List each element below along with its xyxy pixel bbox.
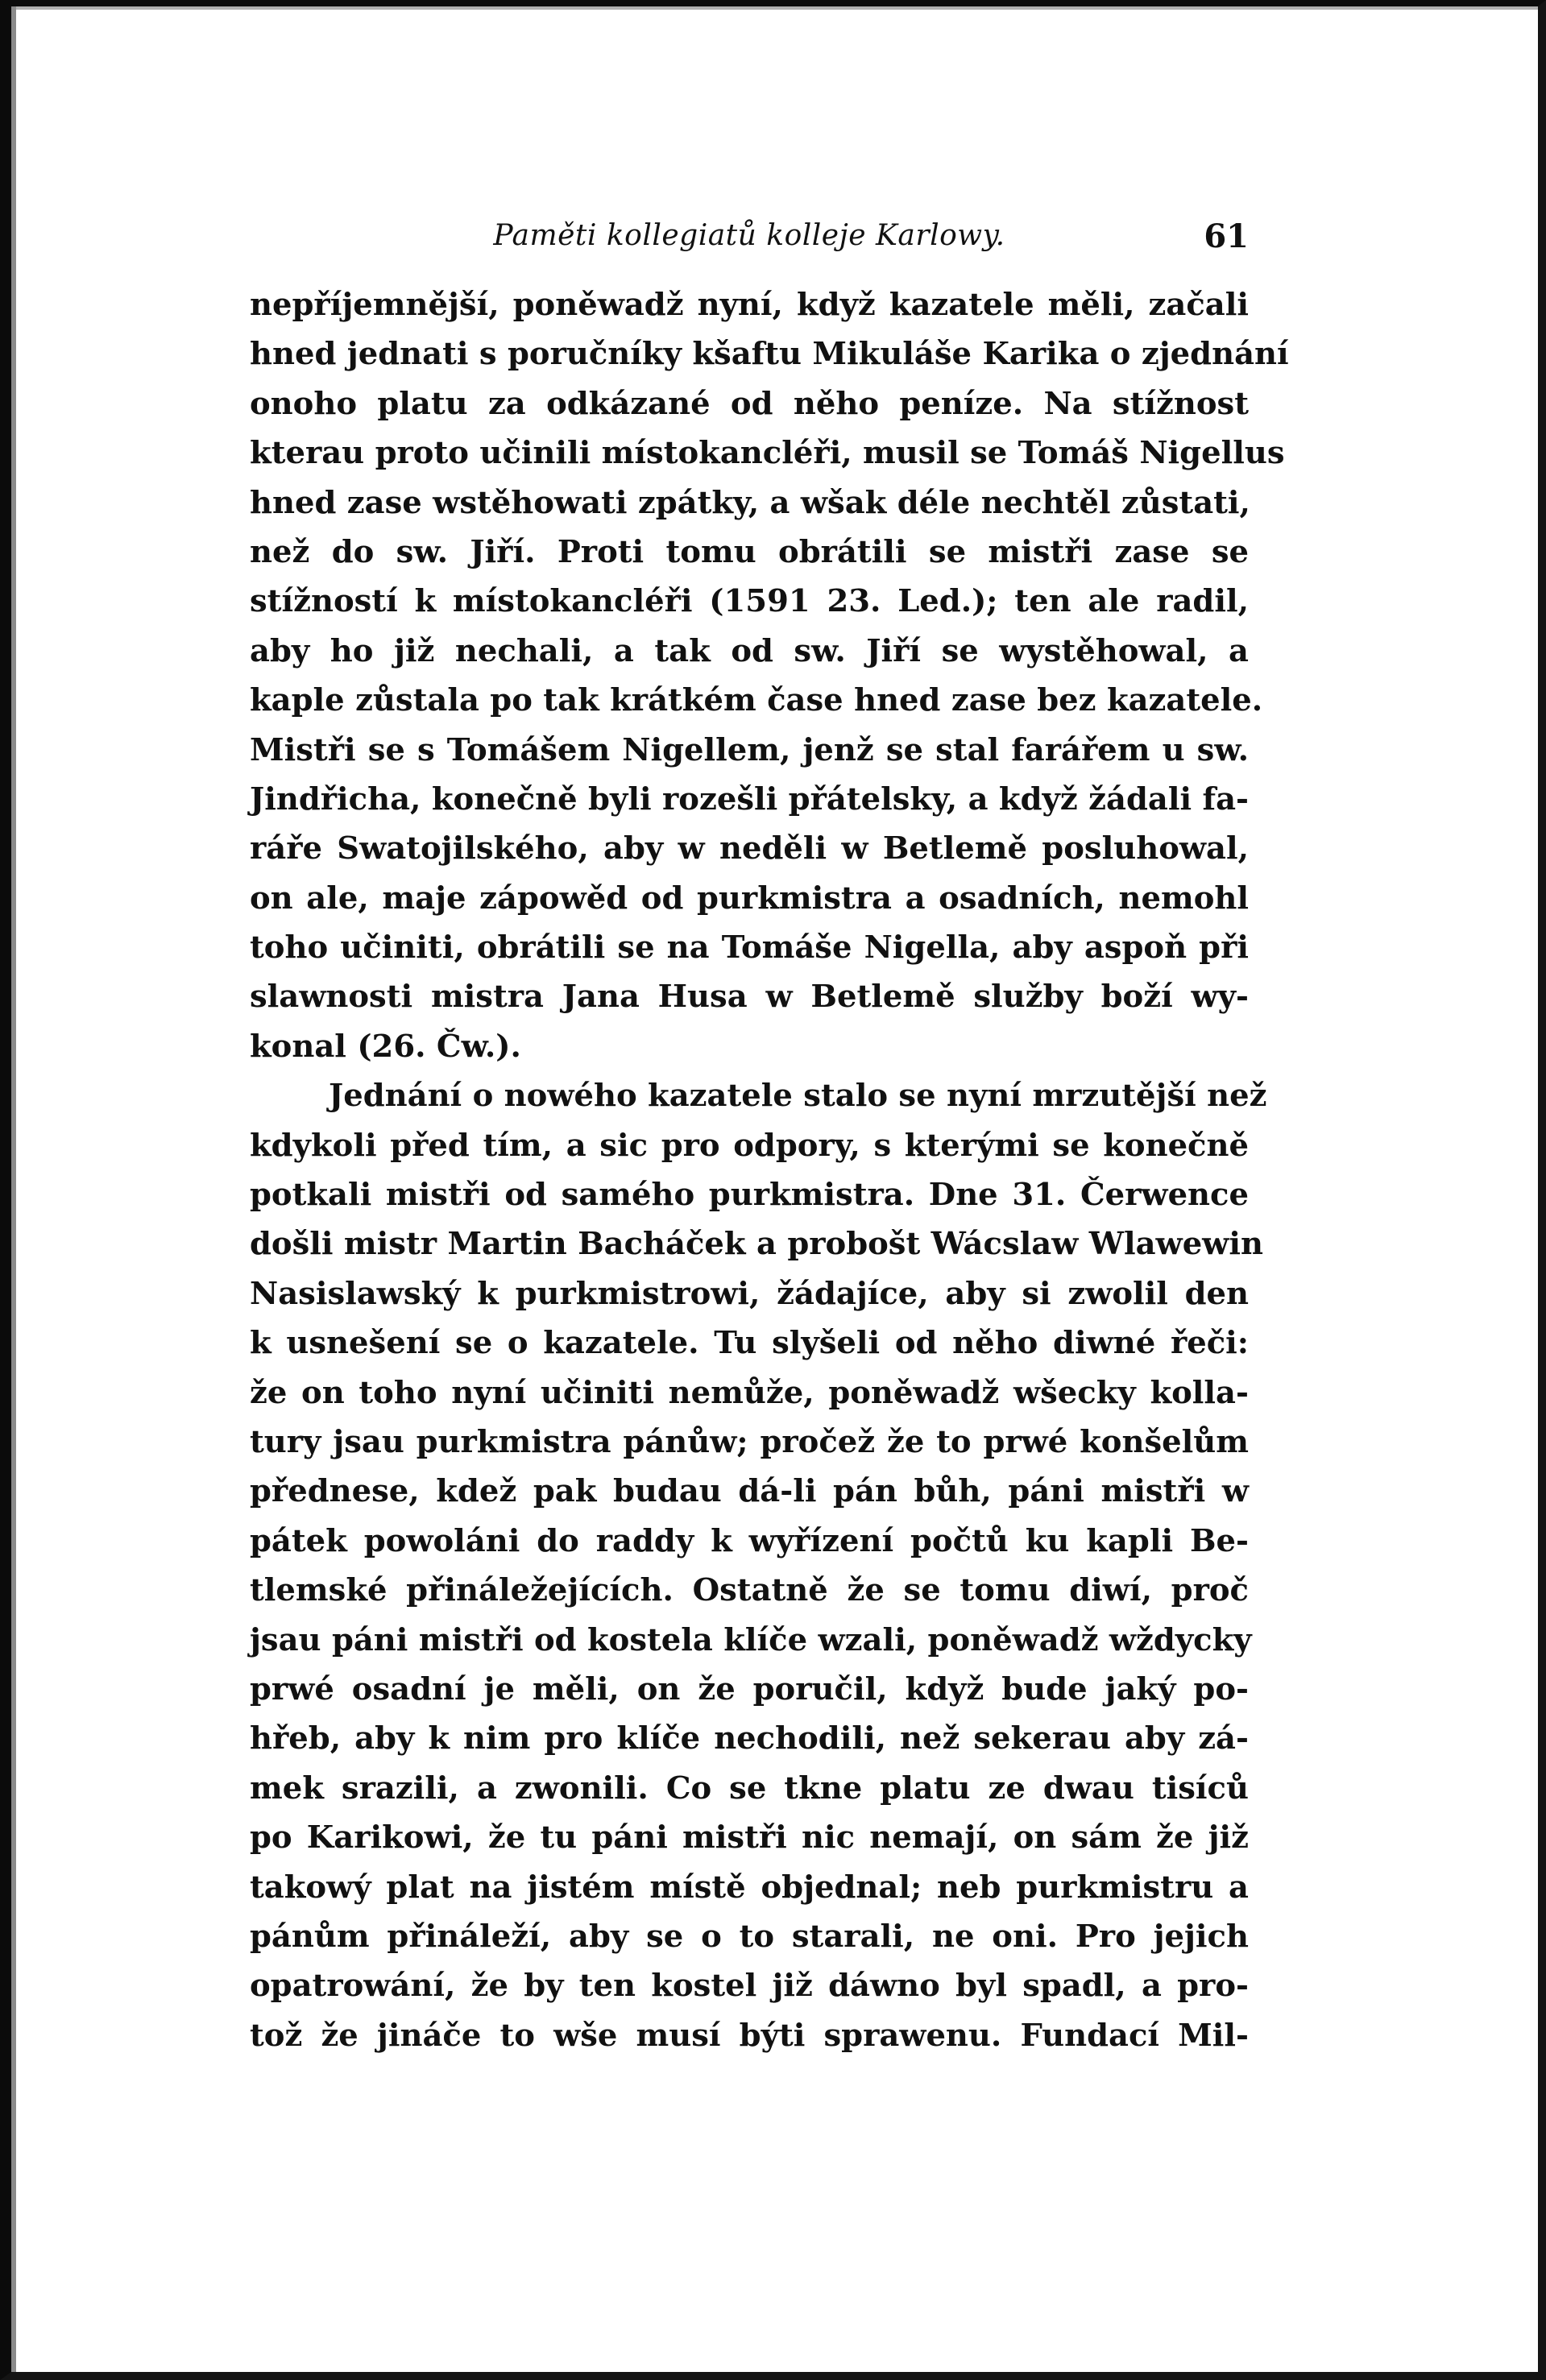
text-line: prwé osadní je měli, on že poručil, když bude jaký po- <box>250 1670 1249 1707</box>
text-line: takowý plat na jistém místě objednal; neb purkmistru a <box>250 1869 1249 1906</box>
text-line: přednese, kdež pak budau dá-li pán bůh, páni mistři w <box>250 1473 1249 1510</box>
text-line: k usnešení se o kazatele. Tu slyšeli od něho diwné řeči: <box>250 1325 1249 1362</box>
text-line: že on toho nyní učiniti nemůže, poněwadž wšecky kolla- <box>250 1374 1249 1411</box>
text-line: jsau páni mistři od kostela klíče wzali, poněwadž wždycky <box>250 1621 1252 1658</box>
text-line: Jindřicha, konečně byli rozešli přátelsky, a když žádali fa- <box>250 780 1249 817</box>
scan-shadow-top <box>16 6 1538 10</box>
text-line: ráře Swatojilského, aby w neděli w Betlemě posluhowal, <box>250 830 1249 867</box>
text-line: kdykoli před tím, a sic pro odpory, s kterými se konečně <box>250 1127 1249 1164</box>
text-line: tury jsau purkmistra pánůw; pročež že to prwé konšelům <box>250 1423 1249 1460</box>
text-line: kterau proto učinili místokancléři, musil se Tomáš Nigellus <box>250 435 1285 472</box>
text-line: hřeb, aby k nim pro klíče nechodili, než sekerau aby zá- <box>250 1720 1249 1757</box>
text-line: po Karikowi, že tu páni mistři nic nemají, on sám že již <box>250 1819 1249 1856</box>
text-line: slawnosti mistra Jana Husa w Betlemě služby boží wy- <box>250 979 1249 1016</box>
text-line: potkali mistři od samého purkmistra. Dne 31. Čerwence <box>250 1177 1249 1214</box>
text-line: konal (26. Čw.). <box>250 1028 521 1065</box>
text-line: onoho platu za odkázané od něho peníze. Na stížnost <box>250 385 1249 422</box>
text-line: stížností k místokancléři (1591 23. Led.); ten ale radil, <box>250 583 1249 620</box>
text-line: kaple zůstala po tak krátkém čase hned zase bez kazatele. <box>250 682 1263 719</box>
text-line: Mistři se s Tomášem Nigellem, jenž se stal farářem u sw. <box>250 731 1249 768</box>
text-line: tlemské přináležejících. Ostatně že se tomu diwí, proč <box>250 1572 1249 1609</box>
text-line: pánům přináleží, aby se o to starali, ne oni. Pro jejich <box>250 1918 1249 1955</box>
text-line: Nasislawský k purkmistrowi, žádajíce, aby si zwolil den <box>250 1275 1249 1312</box>
text-line: tož že jináče to wše musí býti sprawenu. Fundací Mil- <box>250 2017 1249 2054</box>
text-line: hned zase wstěhowati zpátky, a wšak déle nechtěl zůstati, <box>250 484 1250 521</box>
text-line: toho učiniti, obrátili se na Tomáše Nigella, aby aspoň při <box>250 929 1249 966</box>
text-line: pátek powoláni do raddy k wyřízení počtů ku kapli Be- <box>250 1522 1249 1559</box>
text-line: hned jednati s poručníky kšaftu Mikuláše Karika o zjednání <box>250 336 1289 373</box>
text-line: opatrowání, že by ten kostel již dáwno byl spadl, a pro- <box>250 1968 1249 2005</box>
running-title: Paměti kollegiatů kolleje Karlowy. <box>493 219 1005 252</box>
text-line: on ale, maje zápowěd od purkmistra a osadních, nemohl <box>250 880 1249 917</box>
text-line: mek srazili, a zwonili. Co se tkne platu ze dwau tisíců <box>250 1769 1249 1807</box>
body-text <box>250 280 1289 2060</box>
text-line: Jednání o nowého kazatele stalo se nyní mrzutější než <box>329 1078 1267 1115</box>
text-line: než do sw. Jiří. Proti tomu obrátili se mistři zase se <box>250 533 1249 570</box>
scan-shadow-left <box>11 6 16 2372</box>
text-line: aby ho již nechali, a tak od sw. Jiří se wystěhowal, a <box>250 632 1249 669</box>
book-page <box>250 211 1289 2060</box>
text-line: nepříjemnější, poněwadž nyní, když kazatele měli, začali <box>250 287 1249 323</box>
paragraph-2 <box>250 1071 1267 2060</box>
text-line: došli mistr Martin Bacháček a probošt Wácslaw Wlawewin <box>250 1226 1263 1263</box>
paragraph-1 <box>250 280 1289 1071</box>
page-number: 61 <box>1204 217 1249 255</box>
running-head <box>250 211 1249 267</box>
